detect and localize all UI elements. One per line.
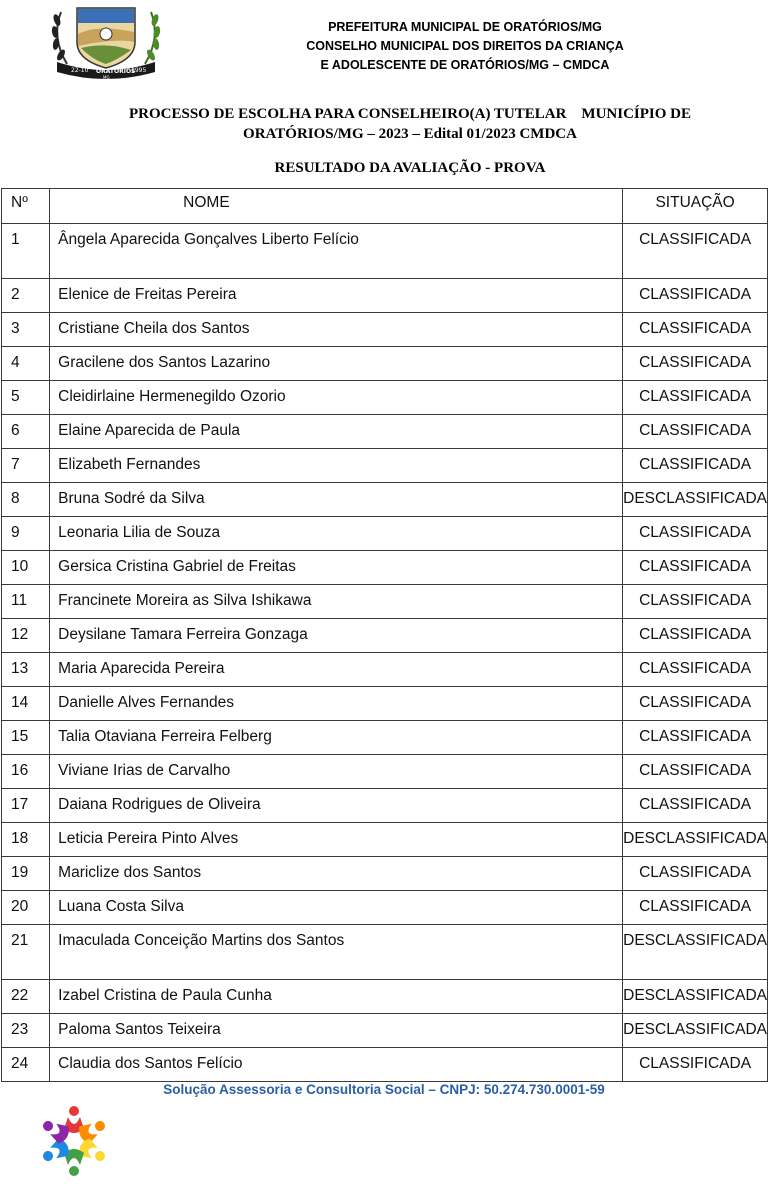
people-circle-logo-icon xyxy=(33,1100,115,1182)
table-row xyxy=(2,857,768,891)
table-row xyxy=(2,224,768,279)
row-name: Mariclize dos Santos xyxy=(50,857,623,891)
row-name: Danielle Alves Fernandes xyxy=(50,687,623,721)
row-number: 1 xyxy=(2,224,50,279)
row-status: DESCLASSIFICADA xyxy=(623,483,768,517)
table-body xyxy=(2,224,768,1082)
column-header-status: SITUAÇÃO xyxy=(623,189,768,224)
row-status: CLASSIFICADA xyxy=(623,721,768,755)
row-status: CLASSIFICADA xyxy=(623,891,768,925)
table-row xyxy=(2,925,768,980)
table-header-row xyxy=(2,189,768,224)
table-row xyxy=(2,653,768,687)
table-row xyxy=(2,551,768,585)
table-row xyxy=(2,1014,768,1048)
row-name: Leonaria Lilia de Souza xyxy=(50,517,623,551)
row-number: 17 xyxy=(2,789,50,823)
row-name: Cleidirlaine Hermenegildo Ozorio xyxy=(50,381,623,415)
row-name: Elaine Aparecida de Paula xyxy=(50,415,623,449)
document-subtitle: RESULTADO DA AVALIAÇÃO - PROVA xyxy=(274,160,546,176)
seal-text-center: ORATÓRIOS xyxy=(96,68,136,75)
document-title-line-2: ORATÓRIOS/MG – 2023 – Edital 01/2023 CMDCA xyxy=(243,126,577,142)
row-name: Deysilane Tamara Ferreira Gonzaga xyxy=(50,619,623,653)
row-name: Leticia Pereira Pinto Alves xyxy=(50,823,623,857)
row-name: Izabel Cristina de Paula Cunha xyxy=(50,980,623,1014)
row-status: CLASSIFICADA xyxy=(623,789,768,823)
table-row xyxy=(2,313,768,347)
row-name: Viviane Irias de Carvalho xyxy=(50,755,623,789)
document-header xyxy=(0,0,768,185)
table-row xyxy=(2,1048,768,1082)
row-name: Claudia dos Santos Felício xyxy=(50,1048,623,1082)
table-row xyxy=(2,381,768,415)
row-status: CLASSIFICADA xyxy=(623,585,768,619)
seal-text-right: 1995 xyxy=(131,67,147,74)
document-title xyxy=(60,104,760,144)
row-status: CLASSIFICADA xyxy=(623,687,768,721)
row-number: 15 xyxy=(2,721,50,755)
table-row xyxy=(2,415,768,449)
row-status: DESCLASSIFICADA xyxy=(623,1014,768,1048)
table-row xyxy=(2,789,768,823)
institution-block xyxy=(200,18,730,75)
table-row xyxy=(2,755,768,789)
table-row xyxy=(2,279,768,313)
row-status: CLASSIFICADA xyxy=(623,653,768,687)
row-number: 12 xyxy=(2,619,50,653)
table-row xyxy=(2,619,768,653)
row-name: Bruna Sodré da Silva xyxy=(50,483,623,517)
row-name: Elizabeth Fernandes xyxy=(50,449,623,483)
row-number: 10 xyxy=(2,551,50,585)
institution-line: PREFEITURA MUNICIPAL DE ORATÓRIOS/MG xyxy=(328,20,602,34)
row-status: DESCLASSIFICADA xyxy=(623,980,768,1014)
institution-line: CONSELHO MUNICIPAL DOS DIREITOS DA CRIANÇA xyxy=(306,39,624,53)
row-number: 23 xyxy=(2,1014,50,1048)
row-number: 11 xyxy=(2,585,50,619)
row-number: 19 xyxy=(2,857,50,891)
document-title-line-1: PROCESSO DE ESCOLHA PARA CONSELHEIRO(A) TUTELAR MUNICÍPIO DE xyxy=(128,106,692,122)
row-name: Imaculada Conceição Martins dos Santos xyxy=(50,925,623,980)
row-number: 16 xyxy=(2,755,50,789)
table-row xyxy=(2,483,768,517)
row-number: 9 xyxy=(2,517,50,551)
row-status: CLASSIFICADA xyxy=(623,1048,768,1082)
row-status: CLASSIFICADA xyxy=(623,857,768,891)
row-number: 14 xyxy=(2,687,50,721)
row-status: CLASSIFICADA xyxy=(623,449,768,483)
row-number: 3 xyxy=(2,313,50,347)
table-row xyxy=(2,585,768,619)
row-number: 6 xyxy=(2,415,50,449)
footer-text: Solução Assessoria e Consultoria Social – CNPJ: 50.274.730.0001-59 xyxy=(163,1082,605,1097)
row-status: CLASSIFICADA xyxy=(623,551,768,585)
row-name: Ângela Aparecida Gonçalves Liberto Felício xyxy=(50,224,623,279)
column-header-number: Nº xyxy=(2,189,50,224)
row-status: CLASSIFICADA xyxy=(623,517,768,551)
row-status: CLASSIFICADA xyxy=(623,279,768,313)
column-header-name: NOME xyxy=(50,189,623,224)
municipal-seal-icon xyxy=(47,2,165,80)
row-number: 18 xyxy=(2,823,50,857)
row-status: CLASSIFICADA xyxy=(623,415,768,449)
row-name: Luana Costa Silva xyxy=(50,891,623,925)
row-status: CLASSIFICADA xyxy=(623,619,768,653)
institution-line: E ADOLESCENTE DE ORATÓRIOS/MG – CMDCA xyxy=(320,58,610,72)
row-name: Gersica Cristina Gabriel de Freitas xyxy=(50,551,623,585)
row-number: 20 xyxy=(2,891,50,925)
table-row xyxy=(2,891,768,925)
table-row xyxy=(2,687,768,721)
row-number: 8 xyxy=(2,483,50,517)
row-number: 21 xyxy=(2,925,50,980)
row-name: Francinete Moreira as Silva Ishikawa xyxy=(50,585,623,619)
row-number: 24 xyxy=(2,1048,50,1082)
row-status: DESCLASSIFICADA xyxy=(623,925,768,980)
row-number: 22 xyxy=(2,980,50,1014)
row-status: CLASSIFICADA xyxy=(623,313,768,347)
row-number: 13 xyxy=(2,653,50,687)
row-number: 5 xyxy=(2,381,50,415)
row-status: CLASSIFICADA xyxy=(623,755,768,789)
table-row xyxy=(2,347,768,381)
row-name: Maria Aparecida Pereira xyxy=(50,653,623,687)
row-status: CLASSIFICADA xyxy=(623,224,768,279)
seal-text-left: 22-10 xyxy=(71,67,89,74)
row-status: DESCLASSIFICADA xyxy=(623,823,768,857)
row-name: Daiana Rodrigues de Oliveira xyxy=(50,789,623,823)
table-row xyxy=(2,517,768,551)
table-row xyxy=(2,980,768,1014)
results-table xyxy=(1,188,768,1082)
row-name: Elenice de Freitas Pereira xyxy=(50,279,623,313)
seal-text-state: MG xyxy=(103,75,110,80)
row-name: Paloma Santos Teixeira xyxy=(50,1014,623,1048)
row-number: 7 xyxy=(2,449,50,483)
row-status: CLASSIFICADA xyxy=(623,381,768,415)
row-name: Cristiane Cheila dos Santos xyxy=(50,313,623,347)
row-name: Talia Otaviana Ferreira Felberg xyxy=(50,721,623,755)
row-number: 4 xyxy=(2,347,50,381)
table-row xyxy=(2,449,768,483)
row-status: CLASSIFICADA xyxy=(623,347,768,381)
row-number: 2 xyxy=(2,279,50,313)
table-row xyxy=(2,721,768,755)
table-row xyxy=(2,823,768,857)
row-name: Gracilene dos Santos Lazarino xyxy=(50,347,623,381)
